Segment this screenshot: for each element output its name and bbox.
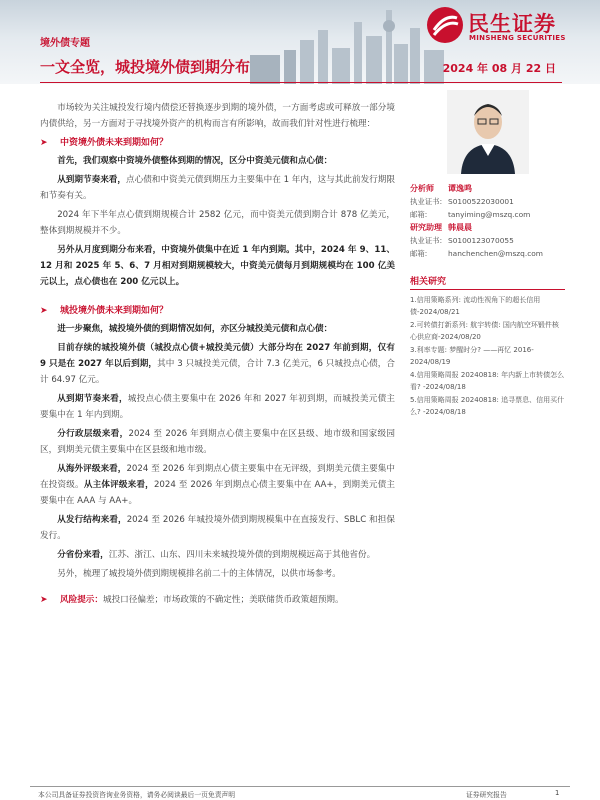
paragraph: 从到期节奏来看，点心债和中资美元债到期压力主要集中在 1 年内，这与其此前发行期限和节奏有关。 — [40, 175, 395, 201]
paragraph: 目前存续的城投境外债（城投点心债+城投美元债）大部分均在 2027 年前到期，仅有 9 只是在 2027 年以后到期，其中 3 只城投美元债，合计 7.3 亿美元，6 只城投点心债，合计 64.97 亿元。 — [40, 343, 396, 385]
related-research-title: 相关研究 — [410, 274, 565, 290]
footer-report-label: 证券研究报告 — [466, 791, 507, 799]
related-research-item[interactable]: 5.信用策略周报 20240818: 追寻票息、信用买什么? -2024/08/18 — [410, 396, 565, 416]
paragraph: 另外从月度到期分布来看，中资境外债集中在近 1 年内到期。其中，2024 年 9、11、12 月和 2025 年 5、6、7 月相对到期规模较大，中资美元债每月到期规模均在 100 亿美元以上，点心债也在 200 亿元以上。 — [40, 245, 395, 287]
arrow-bullet-icon: ➤ — [40, 138, 48, 148]
footer-disclaimer: 本公司具备证券投资咨询业务资格，请务必阅读最后一页免责声明 — [38, 791, 236, 799]
related-research-item[interactable]: 3.利率专题: 梦醒时分? ——再忆 2016-2024/08/19 — [410, 346, 534, 366]
sidebar — [410, 90, 565, 419]
paragraph: 从海外评级来看，2024 至 2026 年到期点心债主要集中在无评级，到期美元债主要集中在投资级。从主体评级来看，2024 至 2026 年到期点心债主要集中在 AA+，到期美元债主要集中在 AAA 与 AA+。 — [40, 464, 395, 506]
paragraph: 首先，我们观察中资境外债整体到期的情况，区分中资美元债和点心债： — [57, 156, 333, 166]
report-date: 2024 年 08 月 22 日 — [442, 62, 556, 75]
paragraph: 分省份来看，江苏、浙江、山东、四川未来城投境外债的到期规模远高于其他省份。 — [57, 550, 376, 560]
analyst-2 — [410, 221, 565, 234]
analyst-name: 韩晨晨 — [448, 223, 472, 232]
section-heading-1: ➤ 中资境外债未来到期如何？ — [40, 138, 169, 148]
analyst-cert: 执业证书: S0100522030001 — [410, 197, 514, 206]
related-research-list — [410, 294, 565, 418]
report-type: 境外债专题 — [40, 38, 90, 49]
header-banner — [0, 0, 600, 84]
analyst-photo — [447, 90, 529, 174]
analyst-role: 研究助理 — [410, 223, 442, 232]
logo-english-name: MINSHENG SECURITIES — [469, 34, 566, 42]
report-title: 一文全览，城投境外债到期分布 — [40, 58, 251, 76]
paragraph: 2024 年下半年点心债到期规模合计 2582 亿元，而中资美元债到期合计 878 亿美元，整体到期规模并不少。 — [40, 210, 395, 236]
footer-divider — [30, 786, 570, 787]
analyst-name: 谭逸鸣 — [448, 184, 472, 193]
company-logo — [426, 6, 586, 46]
section-heading-2: ➤ 城投境外债未来到期如何？ — [40, 306, 169, 316]
page-number: 1 — [555, 789, 560, 797]
related-research-item[interactable]: 1.信用策略系列: 流动性视角下的超长信用债-2024/08/21 — [410, 296, 541, 316]
paragraph: 进一步聚焦，城投境外债的到期情况如何，亦区分城投美元债和点心债： — [57, 324, 333, 334]
arrow-bullet-icon: ➤ — [40, 306, 48, 316]
header-divider — [40, 82, 562, 83]
paragraph: 分行政层级来看，2024 至 2026 年到期点心债主要集中在区县级、地市级和国家级园区，到期美元债主要集中在区县级和地市级。 — [40, 429, 395, 455]
related-research-item[interactable]: 4.信用策略周报 20240818: 年内新上市转债怎么看? -2024/08/18 — [410, 371, 565, 391]
analyst-role: 分析师 — [410, 184, 434, 193]
paragraph: 从发行结构来看，2024 至 2026 年城投境外债到期规模集中在直接发行、SBLC 和担保发行。 — [40, 515, 395, 541]
analyst-email[interactable]: 邮箱: tanyiming@mszq.com — [410, 210, 531, 219]
analyst-1 — [410, 182, 565, 195]
intro-paragraph: 市场较为关注城投发行境内债偿还替换逐步到期的境外债，一方面考虑或可释放一部分境内债供给，另一方面对于寻找境外资产的机构而言有所影响，故而我们针对性进行梳理： — [40, 103, 395, 129]
related-research-item[interactable]: 2.可转债打新系列: 航宇转债: 国内航空环锻件核心供应商-2024/08/20 — [410, 321, 559, 341]
arrow-bullet-icon: ➤ — [40, 595, 48, 605]
analyst-email[interactable]: 邮箱: hanchenchen@mszq.com — [410, 249, 543, 258]
paragraph: 另外，梳理了城投境外债到期规模排名前二十的主体情况，以供市场参考。 — [57, 569, 341, 579]
main-content — [40, 100, 395, 608]
minsheng-logo-icon — [426, 6, 464, 44]
risk-warning: ➤ 风险提示：城投口径偏差；市场政策的不确定性；美联储货币政策超预期。 — [40, 592, 395, 608]
paragraph: 从到期节奏来看，城投点心债主要集中在 2026 年和 2027 年初到期，而城投美元债主要集中在 1 年内到期。 — [40, 394, 395, 420]
logo-chinese-name: 民生证券 — [468, 12, 556, 36]
analyst-cert: 执业证书: S0100123070055 — [410, 236, 514, 245]
